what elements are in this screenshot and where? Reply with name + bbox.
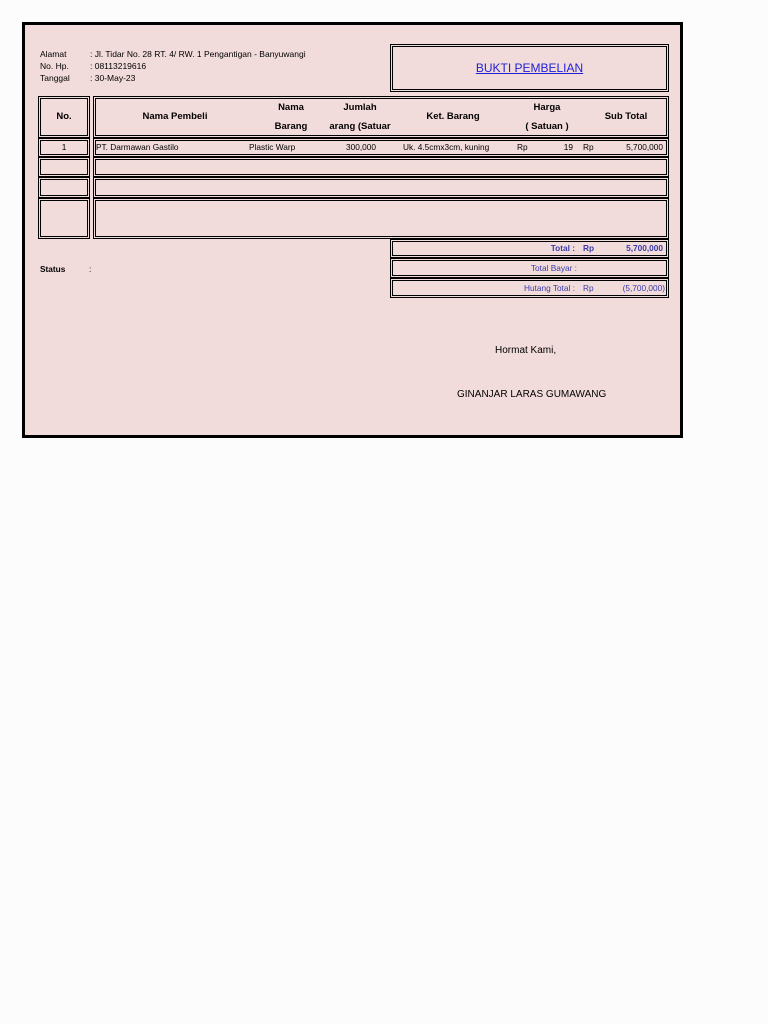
address-label: Alamat: [40, 49, 67, 59]
col-header-qty-line2: arang (Satuar: [329, 121, 391, 132]
col-header-item-line2: Barang: [274, 121, 308, 132]
col-header-no: No.: [56, 111, 72, 122]
col-header-desc: Ket. Barang: [426, 111, 480, 122]
date-line: [40, 72, 306, 84]
header-info: [40, 48, 306, 84]
no-row-3-cell: [38, 177, 90, 198]
col-header-subtotal: Sub Total: [604, 111, 648, 122]
signature-greeting: Hormat Kami,: [495, 345, 557, 356]
title-box: [390, 44, 669, 92]
date-value: : 30-May-23: [90, 73, 136, 83]
row-1-subtotal-currency: Rp: [583, 142, 594, 152]
no-row-4-cell: [38, 198, 90, 239]
signature-name: GINANJAR LARAS GUMAWANG: [457, 389, 607, 400]
total-label: Total :: [550, 243, 575, 253]
col-header-price-line1: Harga: [533, 102, 561, 113]
status-label: Status: [40, 264, 66, 274]
document-title[interactable]: BUKTI PEMBELIAN: [475, 61, 584, 75]
row-1-item: Plastic Warp: [249, 142, 296, 152]
col-header-qty-line1: Jumlah: [343, 102, 377, 113]
row-1-qty: 300,000: [346, 142, 376, 152]
status-separator: :: [89, 264, 92, 274]
address-value: : Jl. Tidar No. 28 RT. 4/ RW. 1 Pengantigan - Banyuwangi: [90, 49, 306, 59]
no-row-2-cell: [38, 157, 90, 177]
row-1-desc: Uk. 4.5cmx3cm, kuning: [403, 142, 490, 152]
table-row-3: [93, 177, 669, 198]
table-row-4: [93, 198, 669, 239]
total-currency: Rp: [583, 243, 595, 253]
total-paid-label: Total Bayar :: [530, 263, 577, 273]
row-1-subtotal: 5,700,000: [626, 142, 663, 152]
col-header-price-line2: ( Satuan ): [525, 121, 569, 132]
row-1-buyer: PT. Darmawan Gastilo: [96, 142, 179, 152]
address-line: [40, 48, 306, 60]
col-header-item-line1: Nama: [278, 102, 304, 113]
table-row-2: [93, 157, 669, 177]
debt-total-currency: Rp: [583, 283, 594, 293]
phone-label: No. Hp.: [40, 61, 69, 71]
row-1-price: 19: [563, 142, 573, 152]
debt-total-label: Hutang Total :: [523, 283, 575, 293]
phone-value: : 08113219616: [90, 61, 147, 71]
date-label: Tanggal: [40, 73, 70, 83]
row-1-price-currency: Rp: [517, 142, 528, 152]
row-1-no: 1: [61, 142, 67, 152]
receipt-sheet: [22, 22, 683, 438]
total-value: 5,700,000: [626, 243, 663, 253]
debt-total-value: (5,700,000): [622, 283, 665, 293]
col-header-buyer: Nama Pembeli: [142, 111, 208, 122]
phone-line: [40, 60, 306, 72]
